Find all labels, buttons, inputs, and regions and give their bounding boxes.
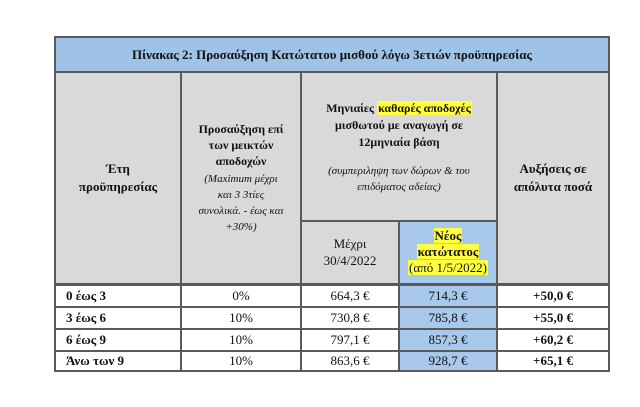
header-monthly-line2: μισθωτού με αναγωγή σε — [334, 117, 463, 132]
cell-old-wage: 863,6 € — [302, 352, 400, 370]
header-new-line2: κατώτατος — [417, 244, 479, 259]
cell-old-wage: 664,3 € — [302, 286, 400, 306]
header-increase-note2: και 3 3τίες — [217, 189, 265, 201]
header-years-line1: Έτη — [106, 161, 130, 176]
cell-increase: +65,1 € — [533, 353, 573, 368]
cell-old-wage: 797,1 € — [302, 330, 400, 350]
header-monthly-note1: (συμπεριληψη των δώρων & του — [328, 164, 470, 177]
header-monthly-highlight: καθαρές αποδοχές — [378, 100, 471, 115]
cell-increase: +60,2 € — [533, 332, 573, 347]
header-years — [56, 73, 182, 283]
header-absolute-line1: Αυξήσεις σε — [519, 161, 587, 176]
cell-percent: 10% — [182, 330, 302, 350]
header-increase-line2: των μεικτών — [208, 138, 274, 152]
header-increase — [182, 73, 302, 283]
table-header — [56, 73, 608, 283]
header-monthly-line3: 12μηνιαία βάση — [358, 134, 440, 149]
header-new-line3: (από 1/5/2022) — [408, 260, 487, 275]
header-increase-line1: Προσαύξηση επί — [198, 122, 284, 136]
header-until-line2: 30/4/2022 — [323, 253, 377, 268]
header-until-line1: Μέχρι — [333, 236, 367, 251]
cell-years: 3 έως 6 — [56, 308, 182, 328]
cell-increase: +55,0 € — [533, 310, 573, 325]
cell-new-wage: 928,7 € — [400, 352, 498, 370]
header-subdivider — [302, 220, 498, 222]
header-monthly-line1: Μηνιαίες — [326, 100, 375, 115]
table-row — [56, 350, 608, 370]
header-increase-note3: συνολικά. - έως και — [198, 205, 284, 217]
header-increase-line3: αποδοχών — [215, 154, 267, 168]
header-increase-note4: +30%) — [225, 221, 257, 233]
header-monthly-note2: επιδόματος αδείας) — [357, 180, 441, 193]
cell-years: Άνω των 9 — [56, 352, 182, 370]
cell-increase: +50,0 € — [533, 288, 573, 303]
table-title: Πίνακας 2: Προσαύξηση Κατώτατου μισθού λόγω 3ετιών προϋπηρεσίας — [56, 38, 608, 73]
table-row — [56, 328, 608, 350]
header-new-minimum — [400, 221, 498, 283]
header-new-line1: Νέος — [434, 228, 462, 243]
cell-years: 6 έως 9 — [56, 330, 182, 350]
cell-percent: 10% — [182, 352, 302, 370]
cell-old-wage: 730,8 € — [302, 308, 400, 328]
table-row — [56, 283, 608, 306]
cell-new-wage: 714,3 € — [400, 286, 498, 306]
cell-new-wage: 857,3 € — [400, 330, 498, 350]
header-years-line2: προϋπηρεσίας — [78, 179, 158, 194]
salary-table — [54, 36, 610, 372]
header-absolute — [498, 73, 608, 283]
header-increase-note1: (Maximum μέχρι — [204, 173, 278, 185]
cell-years: 0 έως 3 — [56, 286, 182, 306]
header-until — [302, 221, 400, 283]
header-monthly-net — [302, 73, 498, 221]
header-absolute-line2: απόλυτα ποσά — [513, 179, 593, 194]
table-row — [56, 306, 608, 328]
cell-percent: 0% — [182, 286, 302, 306]
cell-new-wage: 785,8 € — [400, 308, 498, 328]
cell-percent: 10% — [182, 308, 302, 328]
